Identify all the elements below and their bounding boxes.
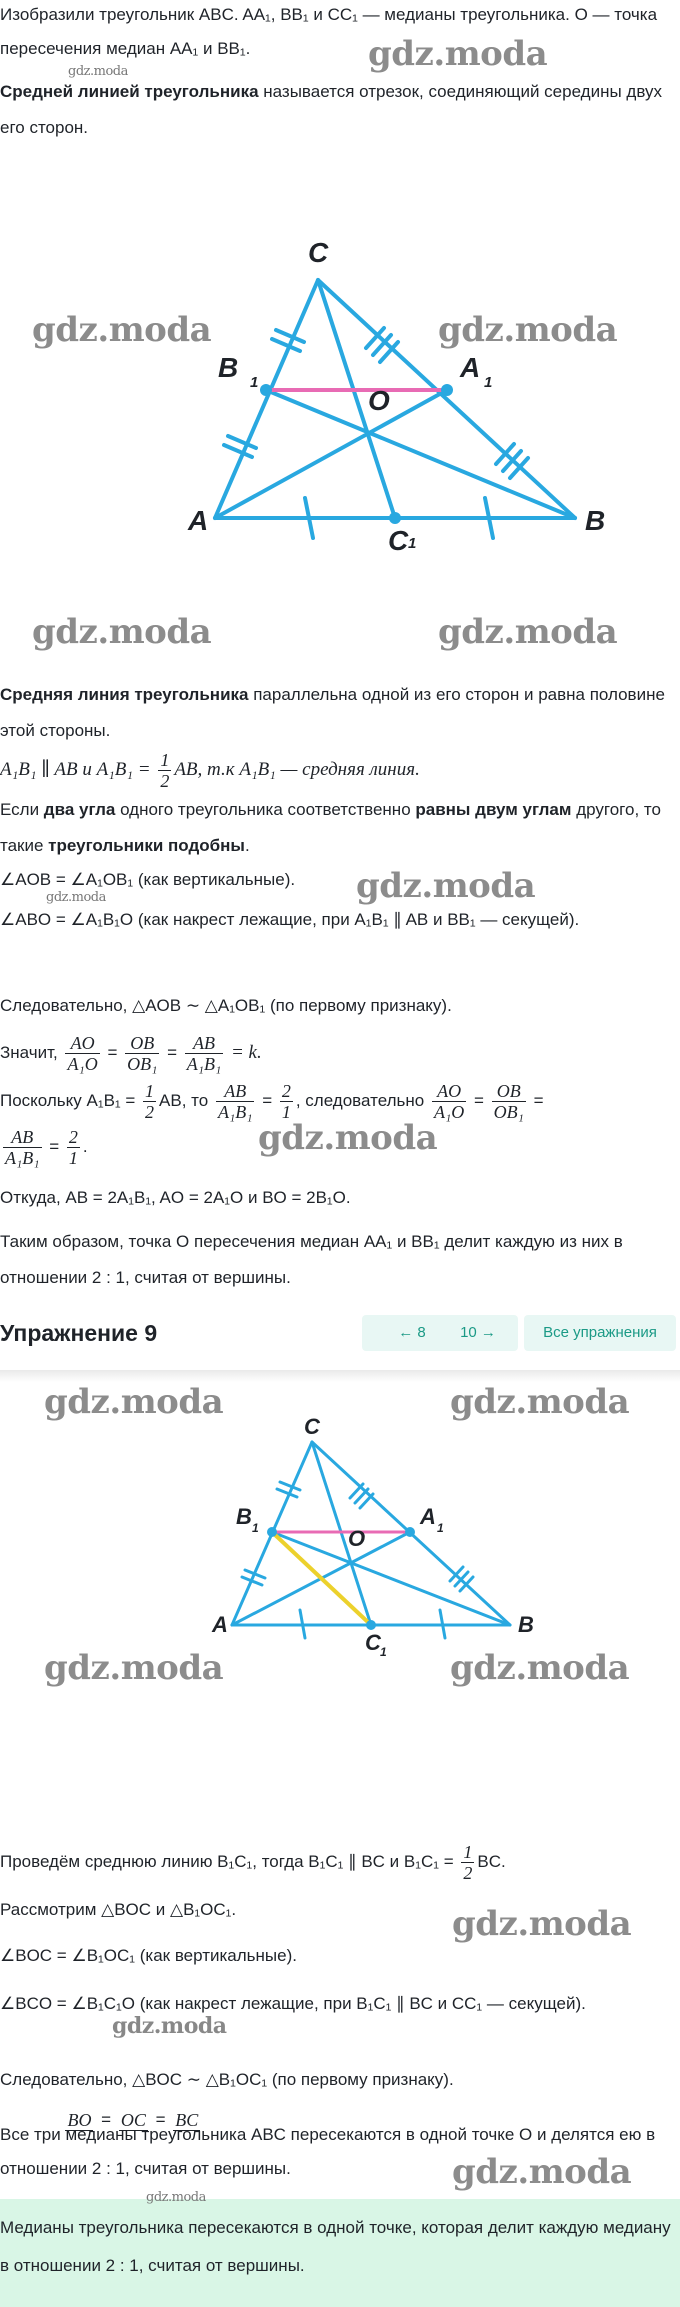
watermark: gdz.moda: [44, 1648, 224, 1688]
watermark: gdz.moda: [356, 866, 536, 906]
triangle-figure-2: [0, 1414, 680, 1680]
watermark: gdz.moda: [450, 1648, 630, 1688]
consider-triangles: Рассмотрим △BOC и △B₁OC₁.: [0, 1900, 237, 1919]
watermark: gdz.moda: [438, 310, 618, 350]
watermark: gdz.moda: [32, 310, 212, 350]
result-equalities: Откуда, AB = 2A₁B₁, AO = 2A₁O и BO = 2B₁O.: [0, 1188, 351, 1207]
watermark: gdz.moda: [450, 1382, 630, 1422]
divider-shadow: [0, 1370, 680, 1382]
watermark: gdz.moda: [146, 2190, 206, 2205]
angle-bco: ∠BCO = ∠B₁C₁O (как накрест лежащие, при B₁C₁ ∥ BC и CC₁ — секущей).: [0, 1994, 586, 2013]
ratio-equation: Значит, $\frac{AO}{\text{A₁O}}$ = $\frac{OB}{\text{OB₁}}$ = $\frac{AB}{\text{A₁B₁}}$ = k.: [0, 1033, 262, 1075]
next-exercise-button[interactable]: 10 →: [438, 1315, 518, 1351]
svg-text:1: 1: [437, 1521, 444, 1535]
label-b1: B: [236, 1504, 252, 1529]
point-a1: [441, 384, 453, 396]
exercise-title: Упражнение 9: [0, 1320, 158, 1346]
watermark: gdz.moda: [438, 612, 618, 652]
watermark: gdz.moda: [112, 2013, 227, 2039]
label-a: A: [188, 505, 209, 536]
side-ac: [215, 280, 318, 518]
watermark: gdz.moda: [452, 2152, 632, 2192]
midline-property: Средняя линия треугольника параллельна одной из его сторон и равна половине этой стороны.: [0, 685, 665, 740]
ratio-equation-2-partial: BO = OC = BC: [67, 2110, 199, 2131]
ratio-derivation: Поскольку A₁B₁ = $\frac{1}{2}$ AB, то $\frac{AB}{\text{A₁B₁}}$ = $\frac{2}{1}$ , следовательно $\frac{AO}{\text{A₁O}}$ = $\frac{OB}{\text{OB₁}}$ =: [0, 1081, 544, 1123]
conclusion-1: Таким образом, точка O пересечения медиан AA₁ и BB₁ делит каждую из них в отношении 2 : 1, считая от вершины.: [0, 1232, 623, 1287]
svg-text:1: 1: [408, 535, 417, 552]
angle-abo: ∠ABO = ∠A₁B₁O (как накрест лежащие, при A₁B₁ ∥ AB и BB₁ — секущей).: [0, 910, 580, 929]
label-c1: C: [388, 525, 409, 556]
midline-definition: Средней линией треугольника называется отрезок, соединяющий середины двух его сторон.: [0, 82, 662, 137]
label-a1: A: [420, 1504, 436, 1529]
angle-aob: ∠AOB = ∠A₁OB₁ (как вертикальные).: [0, 870, 296, 889]
svg-text:1: 1: [250, 374, 259, 391]
prev-exercise-button[interactable]: ← 8: [362, 1315, 462, 1351]
similarity-criterion: Если два угла одного треугольника соответственно равны двум углам другого, то такие треугольники подобны.: [0, 800, 661, 855]
theorem-box: [0, 2199, 680, 2307]
midline-statement: A₁B₁ ∥ AB и A₁B₁ = $\frac{1}{2}$ AB, т.к A₁B₁ — средняя линия.: [0, 750, 420, 791]
point-b1: [260, 384, 272, 396]
watermark: gdz.moda: [32, 612, 212, 652]
watermark: gdz.moda: [452, 1904, 632, 1944]
watermark: gdz.moda: [68, 64, 128, 79]
intro-text: Изобразили треугольник ABC. AA₁, BB₁ и CC₁ — медианы треугольника. O — точка пересечения медиан AA₁ и BB₁.: [0, 5, 658, 58]
label-a: A: [212, 1612, 228, 1637]
point-c1: [389, 512, 401, 524]
label-b: B: [585, 505, 606, 536]
angle-boc: ∠BOC = ∠B₁OC₁ (как вертикальные).: [0, 1946, 297, 1965]
label-c: C: [304, 1414, 320, 1439]
watermark: gdz.moda: [44, 1382, 224, 1422]
watermark: gdz.moda: [46, 890, 106, 905]
label-o: O: [368, 385, 390, 416]
label-c1: C: [365, 1630, 381, 1655]
median-bb1: [266, 390, 575, 518]
theorem-text: Медианы треугольника пересекаются в одной точке, которая делит каждую медиану в отношении 2 : 1, считая от вершины.: [0, 2218, 671, 2275]
exercise-nav: [0, 1300, 676, 1370]
label-a1: A: [460, 352, 481, 383]
triangle-figure-1: [0, 230, 680, 556]
similarity-aob: Следовательно, △AOB ∼ △A₁OB₁ (по первому признаку).: [0, 996, 452, 1015]
svg-text:1: 1: [484, 374, 493, 391]
all-exercises-button[interactable]: Все упражнения: [524, 1315, 676, 1351]
label-c: C: [308, 237, 329, 268]
watermark: gdz.moda: [368, 34, 548, 74]
ratio-derivation-cont: $\frac{AB}{\text{A₁B₁}}$ = $\frac{2}{1}$ .: [5, 1127, 88, 1169]
label-o: O: [348, 1526, 366, 1551]
label-b: B: [518, 1612, 534, 1637]
midline-b1c1-statement: Проведём среднюю линию B₁C₁, тогда B₁C₁ ∥ BC и B₁C₁ = $\frac{1}{2}$ BC.: [0, 1842, 506, 1884]
svg-text:1: 1: [380, 1645, 387, 1659]
conclusion-2: Все три медианы треугольника ABC пересекаются в одной точке O и делятся ею в отношении 2 : 1, считая от вершины.: [0, 2125, 656, 2178]
label-b1: B: [218, 352, 239, 383]
svg-text:1: 1: [252, 1521, 259, 1535]
similarity-boc: Следовательно, △BOC ∼ △B₁OC₁ (по первому признаку).: [0, 2070, 454, 2089]
watermark: gdz.moda: [258, 1118, 438, 1158]
